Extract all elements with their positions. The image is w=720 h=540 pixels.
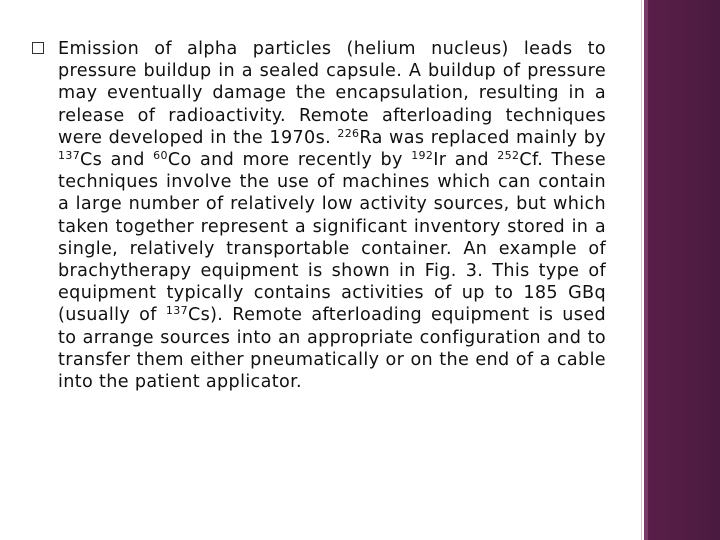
bullet-text-block: [32, 38, 606, 393]
paragraph-text: Emission of alpha particles (helium nucleus) leads to pressure buildup in a sealed capsule. A buildup of pressure may eventually damage the encapsulation, resulting in a release of radioactivity. Remote afterloading techniques were developed in the 1970s.: [58, 39, 606, 148]
superscript-mass-number: 137: [58, 149, 81, 163]
paragraph-text: Cf. These techniques involve the use of machines which can contain a large number of relatively low activity sources, but which taken together represent a significant inventory stored in a single, relatively transportable container. An example of brachytherapy equipment is shown in Fig. 3. This type of equipment typically contains activities of up to 185 GBq (usually of: [58, 150, 606, 326]
paragraph-text: Ir and: [433, 150, 498, 171]
superscript-mass-number: 226: [337, 126, 360, 140]
superscript-mass-number: 60: [153, 149, 168, 163]
sidebar-accent-stripe: [644, 0, 648, 540]
paragraph-text: Co and more recently by: [167, 150, 412, 171]
superscript-mass-number: 137: [165, 304, 188, 318]
bullet-paragraph: [32, 38, 606, 393]
paragraph-text: Ra was replaced mainly by: [359, 127, 606, 148]
hollow-square-icon: [32, 42, 44, 54]
superscript-mass-number: 252: [497, 149, 520, 163]
decorative-sidebar: [642, 0, 720, 540]
superscript-mass-number: 192: [411, 149, 434, 163]
paragraph-text: Cs). Remote afterloading equipment is used to arrange sources into an appropriate configuration and to transfer them either pneumatically or on the end of a cable into the patient applicator.: [58, 305, 606, 393]
paragraph-text: Cs and: [80, 150, 154, 171]
